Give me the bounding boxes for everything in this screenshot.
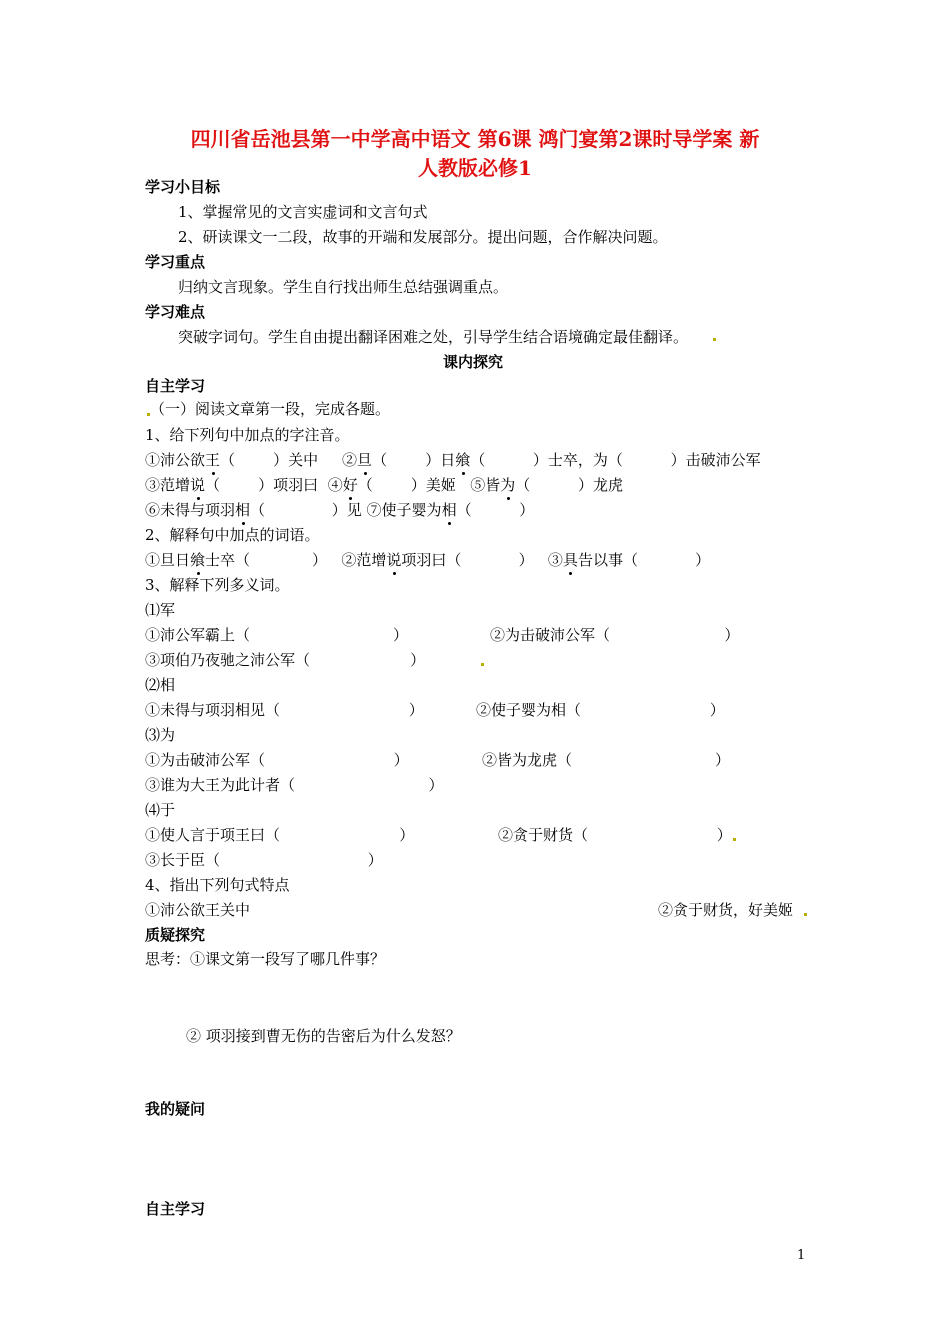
dotted-char: 相 [235, 501, 251, 519]
key-points-text: 归纳文言现象。学生自行找出师生总结强调重点。 [178, 278, 509, 296]
scan-mark [733, 838, 736, 841]
q1-row-3-text: （ ）见 ⑦使子婴为 [250, 501, 442, 519]
q3-group-1-item: ②为击破沛公军（ ） [490, 626, 740, 644]
difficulties-text: 突破字词句。学生自由提出翻译困难之处，引导学生结合语境确定最佳翻译。 [178, 328, 689, 346]
dotted-char: 为 [500, 476, 516, 494]
dotted-char: 说 [386, 551, 402, 569]
document-title-line-2: 人教版必修1 [418, 156, 532, 180]
q1-row-3-text: ⑥未得与项羽 [145, 501, 236, 519]
q3-group-4-item: ②贪于财货（ ） [498, 826, 732, 844]
q3-group-4-label: ⑷于 [145, 801, 176, 819]
dotted-char: 飨 [190, 551, 206, 569]
goal-item-1: 1、掌握常见的文言实虚词和文言句式 [178, 203, 428, 221]
q3-group-4-item: ①使人言于项王曰（ ） [145, 826, 415, 844]
self-study-2-heading: 自主学习 [145, 1200, 206, 1218]
q1-prompt: 1、给下列句中加点的字注音。 [145, 426, 350, 444]
inquiry-question-1: 思考：①课文第一段写了哪几件事？ [145, 950, 386, 968]
q2-row-text: ③ [547, 551, 563, 569]
dotted-char: 说 [190, 476, 206, 494]
q1-row-2-text: （ ）美姬 [357, 476, 456, 494]
q1-row-3 [145, 500, 534, 520]
part-1-instruction: （一）阅读文章第一段，完成各题。 [150, 400, 391, 418]
q3-group-1-item: ①沛公军霸上（ ） [145, 626, 409, 644]
q1-row-1-text: ①沛公欲 [145, 451, 206, 469]
document-title-line-1: 四川省岳池县第一中学高中语文 第6课 鸿门宴第2课时导学案 新 [190, 127, 760, 151]
q1-row-1-text: （ ）日 [372, 451, 456, 469]
q1-row-1-text: ② [342, 451, 358, 469]
scan-mark [481, 663, 484, 666]
q3-group-3-item: ①为击破沛公军（ ） [145, 751, 409, 769]
my-questions-heading: 我的疑问 [145, 1100, 206, 1118]
q2-row-text: 士卒（ ） [205, 551, 328, 569]
q3-prompt: 3、解释下列多义词。 [145, 576, 290, 594]
q3-group-2-item: ①未得与项羽相见（ ） [145, 701, 424, 719]
dotted-char: 相 [441, 501, 457, 519]
q1-row-2-text: ④ [327, 476, 343, 494]
q2-row-text: ①旦日 [145, 551, 191, 569]
scan-mark [804, 913, 807, 916]
scan-mark [147, 413, 150, 416]
q3-group-1-label: ⑴军 [145, 601, 176, 619]
q2-row [145, 550, 710, 570]
section-title: 课内探究 [443, 353, 504, 371]
q3-group-4-item: ③长于臣（ ） [145, 851, 383, 869]
q1-row-1 [145, 450, 761, 470]
q1-row-3-text: （ ） [456, 501, 535, 519]
q1-row-1-text: （ ）士卒，为（ ）击破沛公军 [470, 451, 761, 469]
self-study-heading: 自主学习 [145, 377, 206, 395]
q1-row-2 [145, 475, 623, 495]
dotted-char: 王 [205, 451, 221, 469]
q2-row-text: 告以事（ ） [577, 551, 711, 569]
q1-row-2-text: ③范增 [145, 476, 191, 494]
q3-group-3-label: ⑶为 [145, 726, 176, 744]
dotted-char: 飨 [455, 451, 471, 469]
q3-group-3-item: ③谁为大王为此计者（ ） [145, 776, 444, 794]
page-number: 1 [797, 1248, 806, 1263]
q1-row-2-text: ⑤皆 [470, 476, 501, 494]
q2-row-text: ②范增 [341, 551, 387, 569]
q2-row-text: 项羽曰（ ） [401, 551, 534, 569]
q1-row-1-text: （ ）关中 [220, 451, 319, 469]
dotted-char: 旦 [357, 451, 373, 469]
q1-row-2-text: （ ）项羽曰 [205, 476, 319, 494]
q4-item-1: ①沛公欲王关中 [145, 901, 251, 919]
dotted-char: 具 [562, 551, 578, 569]
q2-prompt: 2、解释句中加点的词语。 [145, 526, 320, 544]
q1-row-2-text: （ ）龙虎 [515, 476, 623, 494]
key-points-heading: 学习重点 [145, 253, 206, 271]
goals-heading: 学习小目标 [145, 178, 221, 196]
inquiry-heading: 质疑探究 [145, 926, 206, 944]
q3-group-1-item: ③项伯乃夜驰之沛公军（ ） [145, 651, 426, 669]
goal-item-2: 2、研读课文一二段，故事的开端和发展部分。提出问题，合作解决问题。 [178, 228, 668, 246]
difficulties-heading: 学习难点 [145, 303, 206, 321]
scan-mark [713, 338, 716, 341]
inquiry-question-2: ② 项羽接到曹无伤的告密后为什么发怒？ [186, 1027, 461, 1045]
q3-group-2-label: ⑵相 [145, 676, 176, 694]
q3-group-3-item: ②皆为龙虎（ ） [482, 751, 731, 769]
q4-prompt: 4、指出下列句式特点 [145, 876, 290, 894]
q3-group-2-item: ②使子婴为相（ ） [476, 701, 725, 719]
dotted-char: 好 [342, 476, 358, 494]
q4-item-2: ②贪于财货，好美姬 [658, 901, 794, 919]
